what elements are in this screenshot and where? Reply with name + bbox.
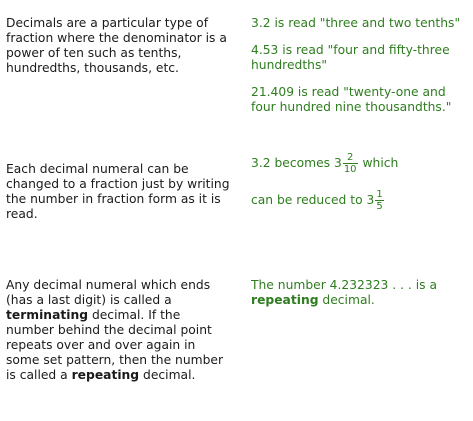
reduced-prefix: can be reduced to 3 — [251, 193, 375, 207]
term-repeating-example: repeating — [251, 293, 319, 307]
text-part: decimal. — [322, 293, 375, 307]
fraction-1-5 — [375, 189, 383, 212]
example-3-2: 3.2 is read "three and two tenths" — [251, 16, 461, 30]
reading-examples — [251, 16, 471, 115]
example-4-53: 4.53 is read "four and fifty-three hundredths" — [251, 43, 450, 72]
fraction-2-10-denominator: 10 — [343, 164, 357, 175]
becomes-suffix: which — [362, 156, 399, 170]
text-part: decimal. — [143, 368, 196, 382]
becomes-line — [251, 152, 471, 175]
text-part: The number 4.232323 . . . is a — [251, 278, 437, 292]
example-21-409: 21.409 is read "twenty-one and four hundred nine thousandths." — [251, 85, 452, 114]
definition-text: Decimals are a particular type of fraction where the denominator is a power of ten such as tenths, hundredths, thousands, etc. — [6, 16, 227, 75]
definition-paragraph — [6, 16, 231, 76]
fraction-conversion-text: Each decimal numeral can be changed to a fraction just by writing the number in fraction form as it is read. — [6, 162, 230, 221]
term-terminating: terminating — [6, 308, 89, 322]
fraction-conversion-paragraph — [6, 162, 231, 222]
text-part: Any decimal numeral which ends (has a last digit) is called a — [6, 278, 211, 307]
fraction-conversion-example — [251, 152, 471, 212]
terminating-repeating-text — [6, 278, 231, 383]
fraction-2-10-numerator: 2 — [343, 152, 358, 164]
fraction-2-10 — [343, 152, 358, 175]
term-repeating: repeating — [71, 368, 140, 382]
fraction-1-5-numerator: 1 — [376, 189, 383, 200]
text-part: decimal. If the number behind the decimal point repeats over and over again in some set pattern, then the number is called a — [6, 308, 224, 382]
becomes-prefix: 3.2 becomes 3 — [251, 156, 342, 170]
repeating-example-text — [251, 278, 471, 308]
terminating-repeating-paragraph — [6, 278, 231, 383]
fraction-1-5-denominator: 5 — [376, 201, 383, 212]
reduced-line — [251, 189, 471, 212]
repeating-example — [251, 278, 471, 308]
